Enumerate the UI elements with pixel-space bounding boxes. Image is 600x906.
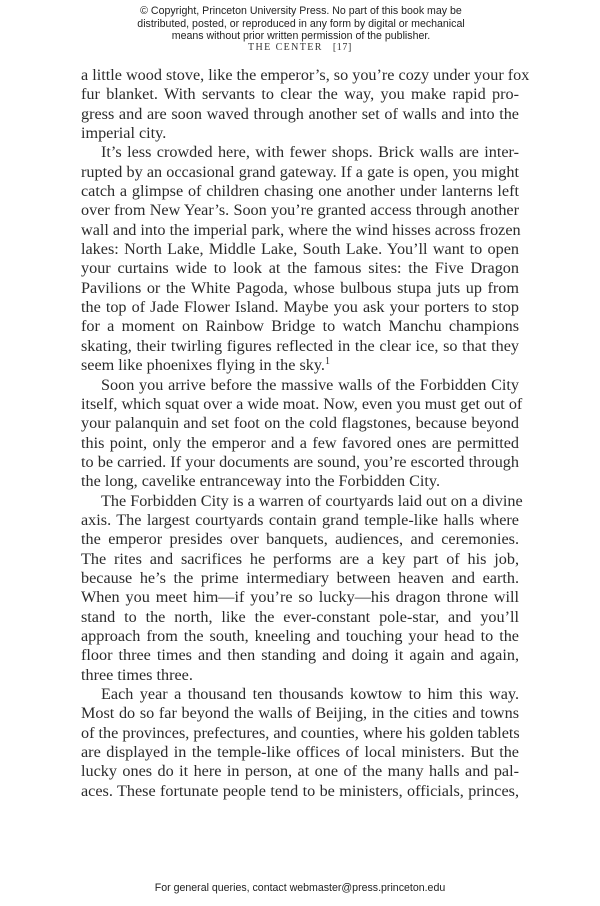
text-line-content: rupted by an occasional grand gateway. If a gate is open, you might xyxy=(81,162,519,181)
text-line xyxy=(81,182,519,201)
text-line-content: skating, their twirling figures reflected in the clear ice, so that they xyxy=(81,336,519,355)
text-line xyxy=(81,143,519,162)
text-line-content: three times three. xyxy=(81,665,193,684)
text-line-content: for a moment on Rainbow Bridge to watch Manchu champions xyxy=(81,317,519,336)
text-line xyxy=(81,472,519,491)
text-line-content: fur blanket. With servants to clear the way, you make rapid pro- xyxy=(81,85,519,104)
running-head xyxy=(0,42,600,53)
text-line xyxy=(81,376,519,395)
text-line-content: Each year a thousand ten thousands kowtow to him this way. xyxy=(101,685,519,703)
text-line xyxy=(81,279,519,298)
text-line-content: floor three times and then standing and doing it again and again, xyxy=(81,646,519,665)
text-line-content: Most do so far beyond the walls of Beijing, in the cities and towns xyxy=(81,704,519,723)
text-line xyxy=(81,394,523,414)
text-line xyxy=(81,434,519,453)
text-line xyxy=(81,743,519,762)
text-line xyxy=(81,588,519,607)
text-line xyxy=(81,627,519,646)
text-line xyxy=(81,782,519,801)
text-line-content: are displayed in the temple-like offices of local ministers. But the xyxy=(81,743,519,762)
text-line-content: itself, which squat over a wide moat. Now, even you must get out of xyxy=(81,394,523,413)
text-line xyxy=(81,414,519,433)
text-line xyxy=(81,105,519,124)
text-line-content: wall and into the imperial park, where the wind hisses across frozen xyxy=(81,220,521,239)
text-line xyxy=(81,550,519,569)
text-line xyxy=(81,66,530,85)
text-line xyxy=(81,704,519,723)
text-line-content: imperial city. xyxy=(81,124,167,143)
text-line-content: seem like phoenixes flying in the sky. xyxy=(81,356,325,375)
text-line xyxy=(81,356,519,375)
text-line xyxy=(81,511,519,530)
text-line xyxy=(81,221,519,240)
text-line xyxy=(81,124,519,143)
body-text xyxy=(81,66,530,801)
text-line xyxy=(81,317,519,336)
text-line-content: The rites and sacrifices he performs are a key part of his job, xyxy=(81,549,519,568)
text-line-content: catch a glimpse of children chasing one another under lanterns left xyxy=(81,182,519,201)
text-line-content: this point, only the emperor and a few favored ones are permitted xyxy=(81,433,519,452)
running-head-title: THE CENTER xyxy=(248,42,323,53)
text-line-content: It’s less crowded here, with fewer shops. Brick walls are inter- xyxy=(101,143,519,162)
text-line-content: lakes: North Lake, Middle Lake, South Lake. You’ll want to open xyxy=(81,240,519,259)
text-line xyxy=(81,453,519,472)
page-number: [17] xyxy=(332,42,352,53)
text-line xyxy=(81,491,523,511)
text-line xyxy=(81,85,519,104)
text-line xyxy=(81,298,519,317)
text-line-content: stand to the north, like the ever-constant pole-star, and you’ll xyxy=(81,607,519,626)
text-line-content: of the provinces, prefectures, and counties, where his golden tablets xyxy=(81,723,520,742)
text-line xyxy=(81,666,519,685)
text-line xyxy=(81,201,519,220)
text-line-content: The Forbidden City is a warren of courtyards laid out on a divine xyxy=(101,491,523,510)
text-line-content: the emperor presides over banquets, audiences, and ceremonies. xyxy=(81,530,519,549)
copyright-notice xyxy=(0,5,600,43)
copyright-line: © Copyright, Princeton University Press. No part of this book may be xyxy=(140,5,462,17)
text-line-content: Pavilions or the White Pagoda, whose bulbous stupa juts up from xyxy=(81,278,519,297)
text-line xyxy=(81,608,519,627)
text-line-content: a little wood stove, like the emperor’s, so you’re cozy under your fox xyxy=(81,66,530,84)
text-line xyxy=(81,685,519,704)
text-line xyxy=(81,762,519,781)
text-line-content: axis. The largest courtyards contain grand temple-like halls where xyxy=(81,510,519,529)
text-line-content: lucky ones do it here in person, at one of the many halls and pal- xyxy=(81,762,519,781)
text-line-content: your curtains wide to look at the famous sites: the Five Dragon xyxy=(81,259,519,278)
text-line xyxy=(81,259,519,278)
text-line-content: the top of Jade Flower Island. Maybe you ask your porters to stop xyxy=(81,298,519,317)
text-line-content: When you meet him—if you’re so lucky—his dragon throne will xyxy=(81,588,519,607)
text-line-content: Soon you arrive before the massive walls of the Forbidden City xyxy=(101,375,519,394)
text-line-content: approach from the south, kneeling and touching your head to the xyxy=(81,626,519,645)
text-line-content: the long, cavelike entranceway into the Forbidden City. xyxy=(81,472,441,491)
text-line-content: over from New Year’s. Soon you’re granted access through another xyxy=(81,201,519,220)
text-line-content: your palanquin and set foot on the cold flagstones, because beyond xyxy=(81,414,519,433)
copyright-line: distributed, posted, or reproduced in any form by digital or mechanical xyxy=(137,17,465,30)
text-line-content: aces. These fortunate people tend to be ministers, officials, princes, xyxy=(81,781,519,800)
text-line xyxy=(81,240,519,259)
text-line xyxy=(81,724,519,743)
text-line-content: to be carried. If your documents are sound, you’re escorted through xyxy=(81,452,519,471)
footnote-marker[interactable]: 1 xyxy=(324,356,330,368)
text-line xyxy=(81,646,519,665)
copyright-line: means without prior written permission of the publisher. xyxy=(171,30,431,43)
text-line xyxy=(81,530,519,549)
footer-contact: For general queries, contact webmaster@press.princeton.edu xyxy=(154,882,446,894)
text-line xyxy=(81,569,519,588)
text-line-content: gress and are soon waved through another set of walls and into the xyxy=(81,104,519,123)
text-line xyxy=(81,163,519,182)
text-line-content: because he’s the prime intermediary between heaven and earth. xyxy=(81,568,519,587)
text-line xyxy=(81,337,519,356)
